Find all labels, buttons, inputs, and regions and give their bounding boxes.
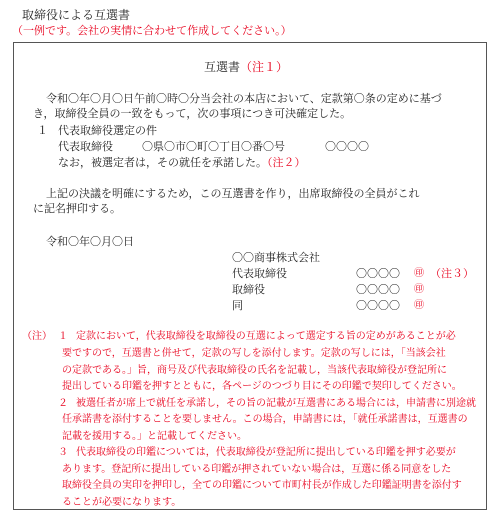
heading-note: （一例です。会社の実情に合わせて作成してください。）: [12, 24, 292, 37]
note2-line3: 記載を援用する。」と記載してください。: [62, 431, 247, 442]
seal-mark: ㊞: [414, 268, 424, 279]
note2-line1: 被選任者が席上で就任を承諾し，その旨の記載が互選書にある場合には，申請書に別途就: [76, 398, 476, 409]
seal-mark: ㊞: [414, 300, 424, 311]
doc-title-note: （注１）: [240, 60, 289, 74]
company-name: 〇〇商事株式会社: [232, 251, 320, 264]
doc-title-text: 互選書: [204, 60, 241, 74]
rep-name: 〇〇〇〇: [325, 140, 369, 153]
accept-line: [58, 156, 306, 170]
signer-name: 〇〇〇〇: [356, 267, 400, 280]
rep-address: 〇県〇市〇町〇丁目〇番〇号: [142, 140, 285, 153]
page-heading: 取締役による互選書: [22, 8, 131, 22]
accept-text: なお，被選定者は，その就任を承諾した。: [58, 156, 267, 169]
signer-role: 同: [232, 299, 243, 312]
signer-role: 代表取締役: [232, 267, 287, 280]
notes-label: （注）: [22, 331, 52, 342]
para2-line2: に記名押印する。: [33, 202, 121, 215]
note-number: １: [58, 331, 68, 342]
doc-title: [204, 60, 288, 74]
note1-line3: の定款である。」旨，商号及び代表取締役の氏名を記載し，当該代表取締役が登記所に: [62, 365, 447, 376]
accept-note: （注２）: [267, 156, 306, 169]
item-title: 代表取締役選定の件: [58, 124, 157, 137]
note3-line3: 取締役全員の実印を押印し，全ての印鑑について市町村長が作成した印鑑証明書を添付す: [62, 480, 462, 491]
note3-line1: 代表取締役の印鑑については，代表取締役が登記所に提出している印鑑を押す必要が: [76, 447, 456, 458]
signer-note: （注３）: [430, 267, 474, 280]
note1-line2: 要ですので，互選書と併せて，定款の写しを添付します。定款の写しには，「当該会社: [62, 348, 446, 359]
para1-line1: 令和〇年〇月〇日午前〇時〇分当会社の本店において、定款第〇条の定めに基づ: [46, 92, 442, 105]
note3-line2: あります。登記所に提出している印鑑が押されていない場合は，互選に係る同意をした: [62, 464, 452, 475]
note-number: ３: [58, 447, 68, 458]
para2-line1: 上記の決議を明確にするため，この互選書を作り，出席取締役の全員がこれ: [46, 187, 420, 200]
signer-name: 〇〇〇〇: [356, 299, 400, 312]
rep-label: 代表取締役: [58, 140, 113, 153]
item-number: １: [37, 124, 48, 137]
signer-name: 〇〇〇〇: [356, 283, 400, 296]
doc-date: 令和〇年〇月〇日: [46, 235, 134, 248]
note3-line4: ることが必要になります。: [62, 497, 182, 508]
note2-line2: 任承諾書を添付することを要しません。この場合，申請書には，「就任承諾書は，互選書の: [62, 414, 468, 425]
para1-line2: き，取締役全員の一致をもって，次の事項につき可決確定した。: [33, 107, 352, 120]
seal-mark: ㊞: [414, 284, 424, 295]
signer-role: 取締役: [232, 283, 265, 296]
note1-line1: 定款において，代表取締役を取締役の互選によって選定する旨の定めがあることが必: [76, 331, 456, 342]
note-number: ２: [58, 398, 68, 409]
note1-line4: 提出している印鑑を押すとともに，各ページのつづり目にその印鑑で契印してください。: [62, 381, 462, 392]
